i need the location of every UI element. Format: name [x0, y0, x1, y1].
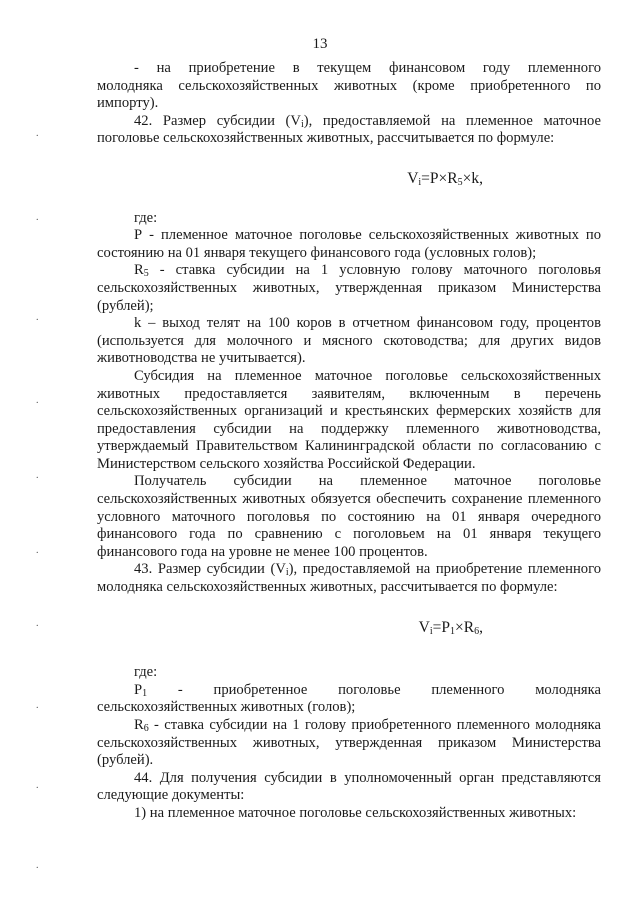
definition-r5: $R_5$ - ставка субсидии на 1 условную голову маточного поголовья сельскохозяйственных животных, утвержденная приказом Министерства (рублей);	[97, 262, 601, 314]
paragraph-44: 44. Для получения субсидии в уполномоченный орган представляются следующие документы:	[97, 769, 601, 804]
margin-dot: .	[36, 312, 39, 323]
formula-43: $V_i=P_1\times R_6$,	[418, 618, 483, 637]
formula-42: $V_i=P\times R_5\times k$,	[407, 169, 483, 188]
margin-dot: .	[36, 860, 39, 871]
margin-dot: .	[36, 470, 39, 481]
paragraph-subsidy-breeding: Субсидия на племенное маточное поголовье сельскохозяйственных животных предоставляется заявителям, включенным в перечень сельскохозяйственных организаций и крестьянских фермерских хозяйств для предоставления субсидии на поддержку племенного животноводства, утверждаемый Правительством Калининградской области по согласованию с Министерством сельского хозяйства Российской Федерации.	[97, 367, 601, 472]
margin-dot: .	[36, 212, 39, 223]
definition-r6: $R_6$ - ставка субсидии на 1 голову приобретенного племенного молодняка сельскохозяйственных животных, утвержденная приказом Министерства (рублей).	[97, 717, 601, 769]
margin-dot: .	[36, 780, 39, 791]
paragraph-acquisition-line: - на приобретение в текущем финансовом году племенного	[134, 60, 601, 76]
paragraph-acquisition-cont: молодняка сельскохозяйственных животных (кроме приобретенного по импорту).	[97, 77, 601, 112]
margin-dot: .	[36, 395, 39, 406]
paragraph-recipient: Получатель субсидии на племенное маточное поголовье сельскохозяйственных животных обязуется обеспечить сохранение племенного условного маточного поголовья по состоянию на 01 января очередного финансового года по сравнению с поголовьем на 01 января текущего финансового года на уровне не менее 100 процентов.	[97, 473, 601, 560]
definition-p: Р - племенное маточное поголовье сельскохозяйственных животных по состоянию на 01 января текущего финансового года (условных голов);	[97, 227, 601, 261]
margin-dot: .	[36, 545, 39, 556]
page-number: 13	[312, 36, 328, 52]
paragraph-43: 43. Размер субсидии $(V_i)$, предоставляемой на приобретение племенного молодняка сельскохозяйственных животных, рассчитывается по формуле:	[97, 561, 601, 596]
definition-p1: $Р_1$ - приобретенное поголовье племенного молодняка сельскохозяйственных животных (голов);	[97, 681, 601, 716]
definition-k: k – выход телят на 100 коров в отчетном финансовом году, процентов (используется для молочного и мясного скотоводства; для других видов животноводства не учитывается).	[97, 315, 601, 367]
margin-dot: .	[36, 700, 39, 711]
paragraph-42: 42. Размер субсидии $(V_i)$, предоставляемой на племенное маточное поголовье сельскохозяйственных животных, рассчитывается по формуле:	[97, 112, 601, 147]
where-label: где:	[134, 209, 158, 226]
margin-dot: .	[36, 128, 39, 139]
margin-dot: .	[36, 618, 39, 629]
where-label-2: где:	[134, 664, 158, 681]
paragraph-44-item-1: 1) на племенное маточное поголовье сельскохозяйственных животных:	[134, 804, 577, 821]
document-body	[97, 60, 601, 823]
